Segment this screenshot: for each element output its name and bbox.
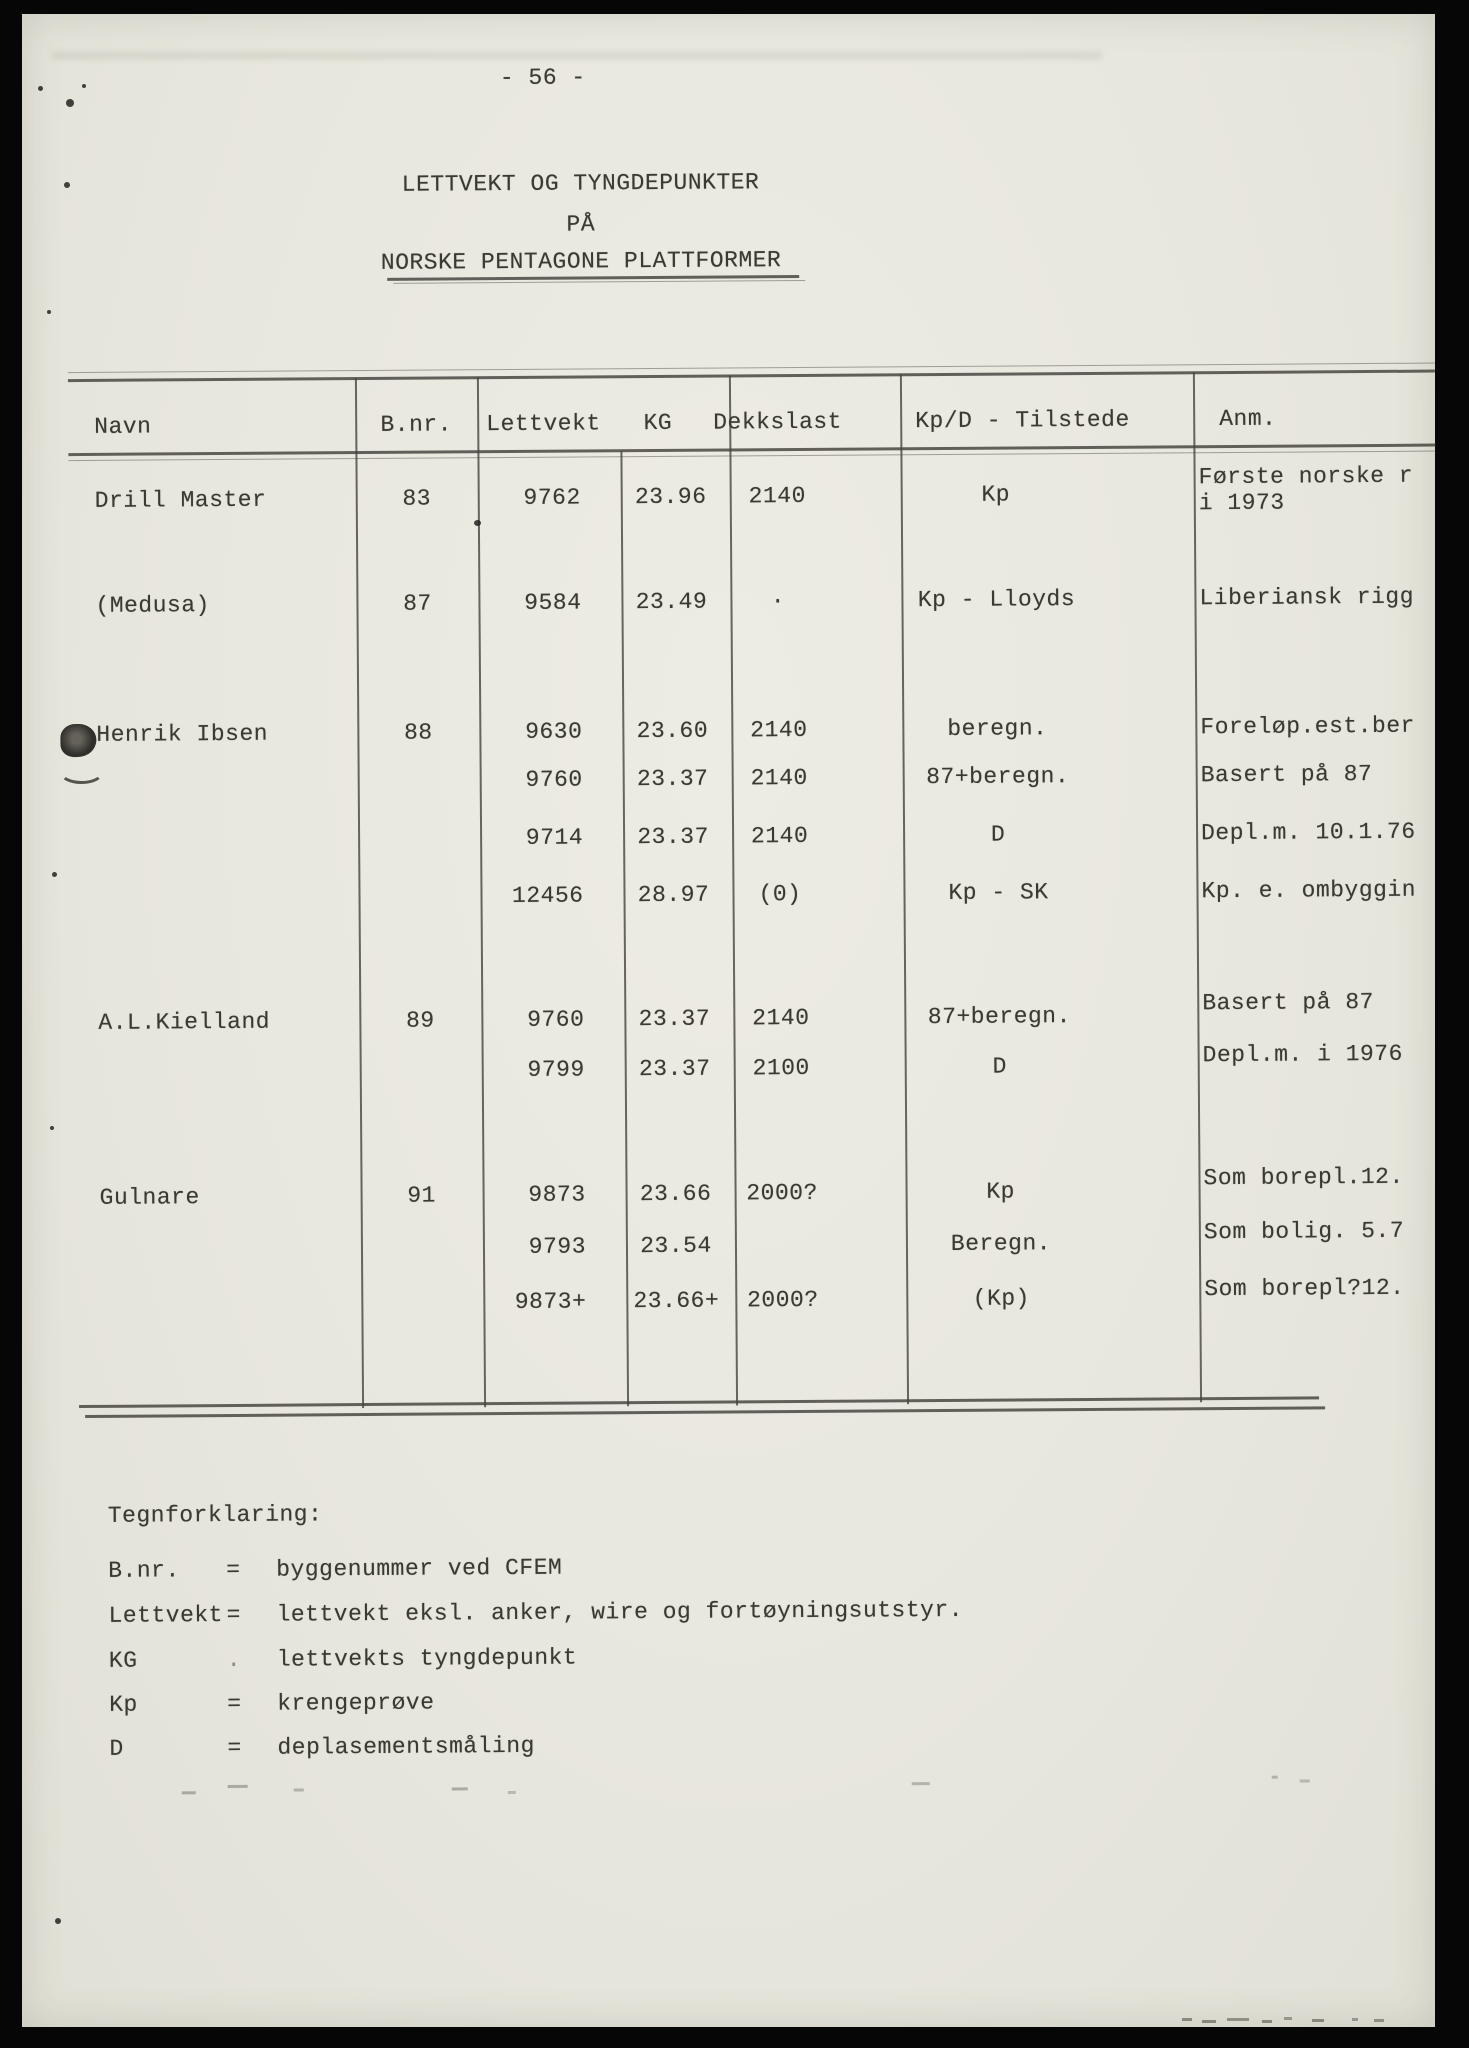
speck bbox=[47, 310, 51, 314]
col-header-lettvekt-kg: Lettvekt KG bbox=[486, 409, 673, 438]
speck bbox=[38, 86, 43, 91]
stray-mark bbox=[912, 1782, 930, 1785]
cell-dekkslast: 2000? bbox=[746, 1179, 818, 1207]
cell-navn: Gulnare bbox=[99, 1184, 200, 1211]
anm-line-2: i 1973 bbox=[1198, 489, 1285, 517]
legend-term: Lettvekt bbox=[108, 1602, 224, 1629]
cell-dekkslast: 2000? bbox=[746, 1286, 819, 1314]
legend-term: D bbox=[109, 1735, 124, 1762]
cell-dekkslast: (0) bbox=[758, 880, 802, 908]
cell-dekkslast: 2140 bbox=[750, 822, 809, 850]
table-row bbox=[26, 988, 1439, 1045]
cell-lettvekt: 9873 bbox=[528, 1181, 586, 1208]
table-bottom-rule-2 bbox=[85, 1406, 1325, 1418]
cell-navn: Drill Master bbox=[94, 486, 267, 514]
cell-dekkslast: 2140 bbox=[750, 764, 808, 792]
cell-anm: Foreløp.est.ber bbox=[1200, 712, 1415, 741]
legend-def: lettvekt eksl. anker, wire og fortøyningsutstyr. bbox=[276, 1596, 964, 1628]
cell-kg: 23.37 bbox=[638, 1055, 711, 1083]
table-row bbox=[24, 713, 1437, 757]
legend-def: deplasementsmåling bbox=[277, 1732, 535, 1761]
title-line-2: PÅ bbox=[566, 211, 596, 238]
cell-lettvekt: 9873+ bbox=[514, 1288, 587, 1316]
cell-kpd: Kp - SK bbox=[948, 879, 1049, 906]
col-header-kpd: Kp/D - Tilstede bbox=[915, 406, 1130, 435]
stray-mark bbox=[1272, 1776, 1278, 1779]
cell-lettvekt: 9760 bbox=[527, 1006, 585, 1033]
legend-term: B.nr. bbox=[108, 1557, 180, 1584]
cell-kpd: 87+beregn. bbox=[926, 763, 1070, 791]
legend-item bbox=[30, 1549, 1443, 1593]
table-header-row bbox=[22, 405, 1435, 449]
legend-heading: Tegnforklaring: bbox=[107, 1501, 323, 1529]
cell-kg: 23.37 bbox=[636, 765, 709, 793]
cell-bnr: 91 bbox=[407, 1182, 436, 1209]
legend-eq: = bbox=[226, 1601, 241, 1629]
edge-dash bbox=[1202, 2020, 1216, 2023]
cell-bnr: 89 bbox=[405, 1007, 435, 1034]
cell-dekkslast: 2100 bbox=[752, 1054, 810, 1082]
legend-item bbox=[30, 1594, 1443, 1638]
cell-kg: 23.37 bbox=[638, 1005, 711, 1033]
table-row bbox=[25, 877, 1438, 921]
legend-eq: = bbox=[227, 1734, 242, 1762]
speck bbox=[55, 1918, 61, 1924]
legend-eq: . bbox=[226, 1646, 242, 1674]
cell-dekkslast: 2140 bbox=[750, 716, 808, 744]
edge-dash bbox=[1227, 2018, 1249, 2021]
speck bbox=[50, 1126, 54, 1130]
cell-lettvekt: 9799 bbox=[527, 1056, 585, 1083]
cell-kpd: Kp - Lloyds bbox=[917, 586, 1076, 614]
speck bbox=[66, 99, 74, 107]
stray-mark bbox=[508, 1791, 516, 1794]
cell-bnr: 88 bbox=[403, 719, 433, 746]
title-underline-echo bbox=[393, 280, 805, 284]
cell-kpd: Beregn. bbox=[950, 1230, 1052, 1257]
stray-mark bbox=[294, 1788, 304, 1791]
cell-lettvekt: 9714 bbox=[525, 824, 584, 851]
cell-kpd: D bbox=[990, 821, 1006, 848]
stray-mark bbox=[228, 1785, 248, 1788]
edge-dash bbox=[1262, 2020, 1272, 2023]
cell-kpd: D bbox=[992, 1053, 1007, 1080]
cell-kg: 23.60 bbox=[636, 717, 709, 745]
speck bbox=[64, 182, 70, 188]
cell-kg: 23.66 bbox=[639, 1180, 712, 1208]
cell-anm: Kp. e. ombyggin bbox=[1201, 876, 1417, 905]
legend-item bbox=[31, 1683, 1444, 1727]
cell-bnr: 87 bbox=[403, 590, 432, 617]
cell-dekkslast: 2140 bbox=[748, 482, 806, 510]
cell-anm bbox=[1199, 463, 1437, 517]
stray-mark bbox=[452, 1787, 468, 1790]
cell-anm: Depl.m. i 1976 bbox=[1202, 1040, 1403, 1069]
edge-dash bbox=[1284, 2017, 1292, 2020]
cell-lettvekt: 9793 bbox=[528, 1233, 587, 1260]
table-row bbox=[25, 761, 1438, 805]
legend-term: KG bbox=[108, 1647, 138, 1674]
cell-kpd: (Kp) bbox=[972, 1285, 1031, 1312]
stray-mark bbox=[1300, 1779, 1310, 1782]
cell-kpd: Kp bbox=[986, 1178, 1015, 1205]
table-row bbox=[28, 1217, 1441, 1272]
cell-kg: 28.97 bbox=[637, 881, 710, 909]
page-number: - 56 - bbox=[499, 64, 586, 92]
speck bbox=[82, 84, 86, 88]
cell-kg: 23.37 bbox=[637, 823, 709, 851]
legend-eq: = bbox=[226, 1556, 241, 1584]
legend-item bbox=[31, 1727, 1444, 1771]
cell-anm: Depl.m. 10.1.76 bbox=[1201, 818, 1416, 847]
edge-dash bbox=[1182, 2018, 1192, 2021]
table-row bbox=[28, 1163, 1441, 1220]
title-line-3: NORSKE PENTAGONE PLATTFORMER bbox=[380, 247, 782, 276]
cell-bnr: 83 bbox=[402, 485, 432, 512]
cell-navn: A.L.Kielland bbox=[98, 1008, 271, 1036]
title-line-1: LETTVEKT OG TYNGDEPUNKTER bbox=[401, 169, 760, 198]
table-row bbox=[27, 1040, 1440, 1095]
page-content bbox=[19, 5, 1446, 2028]
cell-kg: 23.96 bbox=[634, 483, 707, 511]
cell-lettvekt: 9760 bbox=[525, 766, 583, 793]
table-row bbox=[25, 819, 1438, 863]
cell-kg: 23.49 bbox=[635, 588, 708, 616]
cell-anm: Som bolig. 5.7 bbox=[1203, 1217, 1405, 1246]
legend-def: krengeprøve bbox=[277, 1689, 435, 1717]
stray-mark bbox=[182, 1791, 196, 1794]
speck bbox=[52, 872, 57, 877]
legend-def: lettvekts tyngdepunkt bbox=[276, 1644, 578, 1673]
legend-item bbox=[31, 1639, 1444, 1683]
legend-eq: = bbox=[227, 1690, 242, 1718]
cell-kg: 23.54 bbox=[640, 1232, 712, 1260]
cell-lettvekt: 9584 bbox=[524, 589, 582, 616]
edge-dash bbox=[1352, 2018, 1358, 2021]
cell-anm: Liberiansk rigg bbox=[1199, 583, 1415, 612]
cell-anm: Basert på 87 bbox=[1202, 988, 1375, 1017]
cell-kpd: 87+beregn. bbox=[927, 1003, 1071, 1031]
paper-page bbox=[22, 14, 1435, 2027]
cell-lettvekt: 9630 bbox=[525, 718, 583, 745]
speck bbox=[474, 520, 481, 526]
cell-kpd: Kp bbox=[981, 481, 1011, 508]
col-header-bnr: B.nr. bbox=[380, 411, 453, 438]
cell-navn: Henrik Ibsen bbox=[96, 720, 269, 748]
table-row bbox=[23, 584, 1436, 628]
cell-kpd: beregn. bbox=[947, 715, 1048, 742]
table-bottom-rule bbox=[79, 1396, 1319, 1408]
col-header-navn: Navn bbox=[94, 413, 152, 440]
cell-navn: (Medusa) bbox=[95, 592, 210, 619]
legend-term: Kp bbox=[109, 1691, 138, 1718]
legend-def: byggenummer ved CFEM bbox=[276, 1554, 563, 1583]
cell-dekkslast: · bbox=[770, 588, 786, 615]
cell-anm: Basert på 87 bbox=[1200, 761, 1373, 789]
col-header-dekkslast: Dekkslast bbox=[713, 408, 843, 436]
edge-dash bbox=[1374, 2019, 1384, 2022]
cell-lettvekt: 9762 bbox=[523, 484, 581, 511]
cell-kg: 23.66+ bbox=[633, 1287, 720, 1315]
edge-dash bbox=[1312, 2019, 1324, 2022]
cell-anm: Som borepl?12. bbox=[1204, 1274, 1405, 1303]
cell-anm: Som borepl.12. bbox=[1203, 1163, 1404, 1192]
table-row bbox=[28, 1274, 1441, 1327]
cell-lettvekt: 12456 bbox=[511, 882, 584, 910]
table-row bbox=[23, 462, 1436, 523]
cell-dekkslast: 2140 bbox=[752, 1004, 810, 1032]
anm-line-1: Første norske r bbox=[1198, 462, 1414, 491]
col-header-anm: Anm. bbox=[1219, 405, 1277, 433]
